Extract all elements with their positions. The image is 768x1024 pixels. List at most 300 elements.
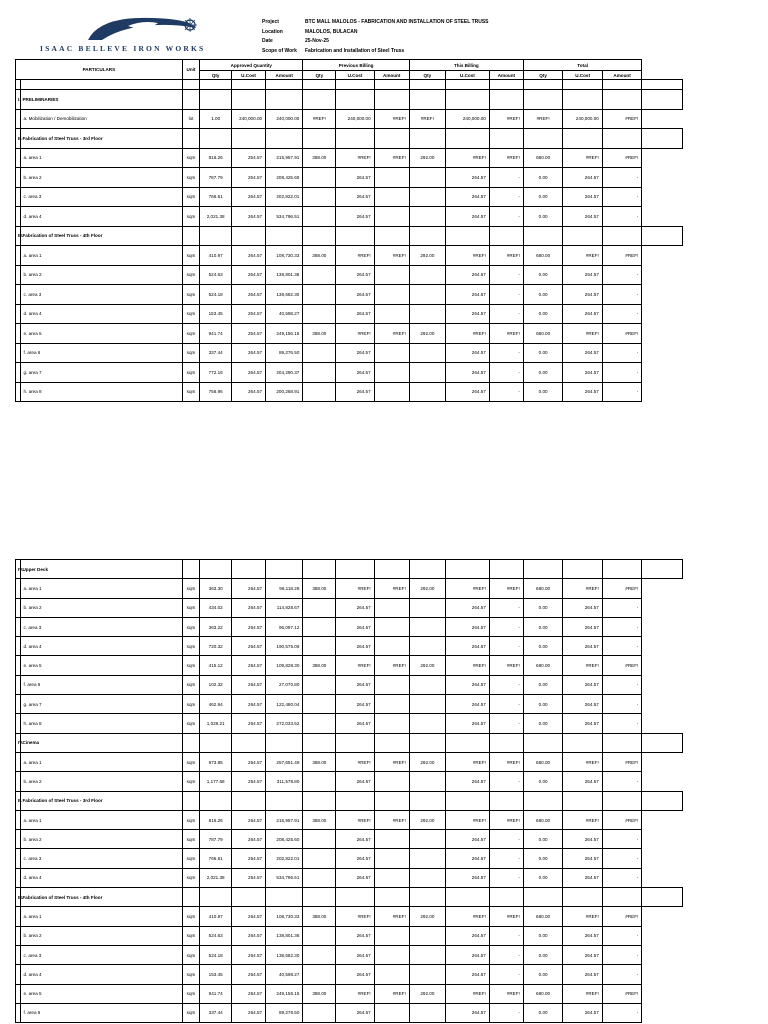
amount-cell: #REF! <box>602 246 641 266</box>
subcolumn-header: Qty <box>523 71 562 80</box>
empty-cell <box>266 226 303 246</box>
group-header: Approved Quantity <box>200 60 303 71</box>
amount-cell <box>303 637 336 656</box>
amount-cell: - <box>489 617 523 636</box>
amount-cell: 264.57 <box>563 304 602 324</box>
amount-cell: - <box>489 187 523 207</box>
amount-cell: 264.57 <box>232 285 266 305</box>
billing-table-page-2 <box>15 559 683 1023</box>
amount-cell: 264.57 <box>563 598 602 617</box>
amount-cell: - <box>489 830 523 849</box>
amount-cell: 208,425.60 <box>266 830 303 849</box>
amount-cell <box>303 965 336 984</box>
amount-cell: - <box>602 617 641 636</box>
amount-cell: - <box>602 714 641 733</box>
empty-cell <box>523 791 562 810</box>
item-unit: sqm <box>182 945 200 964</box>
amount-cell: 388.00 <box>303 148 336 168</box>
amount-cell: - <box>489 363 523 383</box>
empty-cell <box>563 129 602 149</box>
amount-cell: - <box>602 343 641 363</box>
subcolumn-header: U.Cost <box>563 71 602 80</box>
empty-cell <box>489 733 523 752</box>
amount-cell: #REF! <box>336 984 374 1003</box>
line-item-row <box>16 656 683 675</box>
item-unit: sqm <box>182 637 200 656</box>
empty-cell <box>489 226 523 246</box>
amount-cell: 766.61 <box>200 187 232 207</box>
amount-cell <box>409 675 445 694</box>
item-label: a. area 1 <box>21 810 182 829</box>
item-label: a. area 1 <box>21 579 182 598</box>
amount-cell: #REF! <box>602 907 641 926</box>
item-unit: sqm <box>182 382 200 402</box>
amount-cell: #REF! <box>489 246 523 266</box>
amount-cell: 264.57 <box>445 343 489 363</box>
amount-cell: 787.79 <box>200 168 232 188</box>
line-item-row <box>16 810 683 829</box>
amount-cell: 524.63 <box>200 265 232 285</box>
item-label: a. area 1 <box>21 246 182 266</box>
amount-cell: #REF! <box>445 810 489 829</box>
amount-cell: #REF! <box>336 907 374 926</box>
amount-cell: #REF! <box>445 752 489 771</box>
amount-cell: 680.00 <box>523 324 562 344</box>
amount-cell: - <box>602 265 641 285</box>
amount-cell: 292.00 <box>409 656 445 675</box>
empty-cell <box>200 791 232 810</box>
line-item-row <box>16 363 683 383</box>
empty-cell <box>409 733 445 752</box>
amount-cell: - <box>489 304 523 324</box>
amount-cell <box>409 617 445 636</box>
project-info-row <box>262 47 489 57</box>
amount-cell: 109,828.30 <box>266 656 303 675</box>
amount-cell: 264.57 <box>232 772 266 791</box>
project-info-row <box>262 28 489 38</box>
project-info-value: BTC MALL MALOLOS - FABRICATION AND INSTALLATION OF STEEL TRUSS <box>305 19 489 25</box>
amount-cell: 264.57 <box>336 598 374 617</box>
line-item-row <box>16 324 683 344</box>
amount-cell: - <box>489 207 523 227</box>
item-unit: sqm <box>182 965 200 984</box>
amount-cell: #REF! <box>303 109 336 129</box>
amount-cell: 264.57 <box>563 285 602 305</box>
amount-cell: 264.57 <box>336 187 374 207</box>
amount-cell: 264.57 <box>445 849 489 868</box>
amount-cell: #REF! <box>336 752 374 771</box>
amount-cell <box>409 1003 445 1022</box>
item-unit: sqm <box>182 849 200 868</box>
amount-cell: 337.44 <box>200 1003 232 1022</box>
amount-cell: 1,177.68 <box>200 772 232 791</box>
amount-cell: #REF! <box>336 579 374 598</box>
empty-cell <box>602 226 641 246</box>
amount-cell: 292.00 <box>409 579 445 598</box>
amount-cell: #REF! <box>374 656 409 675</box>
project-info-row <box>262 37 489 47</box>
amount-cell: 292.00 <box>409 907 445 926</box>
amount-cell <box>374 675 409 694</box>
line-item-row <box>16 304 683 324</box>
amount-cell: 816.26 <box>200 810 232 829</box>
subcolumn-header: Qty <box>303 71 336 80</box>
amount-cell <box>409 695 445 714</box>
amount-cell: 292.00 <box>409 984 445 1003</box>
amount-cell: 264.57 <box>445 965 489 984</box>
amount-cell: #REF! <box>445 907 489 926</box>
item-unit: sqm <box>182 984 200 1003</box>
amount-cell: 388.00 <box>303 246 336 266</box>
amount-cell: 215,957.91 <box>266 810 303 829</box>
amount-cell: 0.00 <box>523 849 562 868</box>
amount-cell: 772.16 <box>200 363 232 383</box>
item-label: c. area 3 <box>21 617 182 636</box>
amount-cell <box>409 598 445 617</box>
amount-cell: 0.00 <box>523 343 562 363</box>
section-row <box>16 129 683 149</box>
line-item-row <box>16 1003 683 1022</box>
item-unit: sqm <box>182 285 200 305</box>
item-unit: sqm <box>182 207 200 227</box>
section-number: I. <box>16 90 21 110</box>
item-unit: sqm <box>182 675 200 694</box>
amount-cell: #REF! <box>602 984 641 1003</box>
amount-cell: 0.00 <box>523 598 562 617</box>
empty-cell <box>336 733 374 752</box>
amount-cell: #REF! <box>409 109 445 129</box>
amount-cell <box>303 714 336 733</box>
amount-cell: 415.12 <box>200 656 232 675</box>
item-label: b. area 2 <box>21 926 182 945</box>
empty-cell <box>182 791 200 810</box>
empty-cell <box>642 888 683 907</box>
item-label: e. area 5 <box>21 984 182 1003</box>
amount-cell: 264.57 <box>232 675 266 694</box>
item-label: a. area 1 <box>21 148 182 168</box>
item-unit: sqm <box>182 168 200 188</box>
empty-cell <box>182 733 200 752</box>
empty-cell <box>336 129 374 149</box>
amount-cell: 0.00 <box>523 965 562 984</box>
amount-cell: - <box>602 285 641 305</box>
amount-cell: 40,598.27 <box>266 304 303 324</box>
amount-cell <box>303 1003 336 1022</box>
amount-cell: #REF! <box>374 579 409 598</box>
amount-cell: - <box>489 965 523 984</box>
item-label: b. area 2 <box>21 598 182 617</box>
amount-cell: 264.57 <box>232 343 266 363</box>
item-label: b. area 2 <box>21 168 182 188</box>
empty-cell <box>182 888 200 907</box>
amount-cell: 388.00 <box>303 907 336 926</box>
item-unit: sqm <box>182 868 200 887</box>
item-unit: lot <box>182 109 200 129</box>
group-header: This Billing <box>409 60 523 71</box>
amount-cell: 264.57 <box>445 926 489 945</box>
line-item-row <box>16 148 683 168</box>
amount-cell: 264.57 <box>563 695 602 714</box>
amount-cell: 190,575.06 <box>266 637 303 656</box>
amount-cell: - <box>602 849 641 868</box>
amount-cell: 264.57 <box>445 945 489 964</box>
empty-cell <box>523 888 562 907</box>
item-unit: sqm <box>182 187 200 207</box>
amount-cell <box>303 343 336 363</box>
amount-cell: 787.79 <box>200 830 232 849</box>
amount-cell: 680.00 <box>523 246 562 266</box>
amount-cell: 524.18 <box>200 285 232 305</box>
amount-cell: #REF! <box>563 984 602 1003</box>
line-item-row <box>16 109 683 129</box>
section-number: IV. <box>16 733 21 752</box>
amount-cell: 240,000.00 <box>445 109 489 129</box>
empty-cell <box>266 560 303 579</box>
amount-cell: 1,028.21 <box>200 714 232 733</box>
amount-cell <box>409 187 445 207</box>
amount-cell: 363.30 <box>200 579 232 598</box>
empty-cell <box>266 80 303 90</box>
empty-cell <box>489 90 523 110</box>
amount-cell <box>409 926 445 945</box>
amount-cell <box>374 304 409 324</box>
amount-cell: #REF! <box>374 984 409 1003</box>
amount-cell: #REF! <box>336 148 374 168</box>
empty-cell <box>523 560 562 579</box>
amount-cell <box>409 207 445 227</box>
amount-cell: 153.45 <box>200 965 232 984</box>
amount-cell: 264.57 <box>563 265 602 285</box>
amount-cell: 102.32 <box>200 675 232 694</box>
empty-cell <box>266 733 303 752</box>
amount-cell: 410.97 <box>200 907 232 926</box>
item-unit: sqm <box>182 579 200 598</box>
amount-cell: #REF! <box>445 324 489 344</box>
amount-cell: #REF! <box>336 810 374 829</box>
amount-cell: 388.00 <box>303 752 336 771</box>
amount-cell: 0.00 <box>523 868 562 887</box>
amount-cell <box>303 382 336 402</box>
section-title: Fabrication of Steel Truss - 3rd Floor <box>21 129 182 149</box>
amount-cell: 264.57 <box>563 772 602 791</box>
amount-cell: - <box>602 363 641 383</box>
amount-cell: 264.57 <box>336 945 374 964</box>
group-header: Total <box>523 60 641 71</box>
item-unit: sqm <box>182 598 200 617</box>
amount-cell: 264.57 <box>563 168 602 188</box>
header-row-groups <box>16 60 683 71</box>
empty-cell <box>523 733 562 752</box>
amount-cell: #REF! <box>445 246 489 266</box>
amount-cell: 202,822.01 <box>266 849 303 868</box>
amount-cell: 264.57 <box>232 1003 266 1022</box>
empty-cell <box>200 733 232 752</box>
item-unit: sqm <box>182 810 200 829</box>
line-item-row <box>16 752 683 771</box>
amount-cell: 264.57 <box>445 598 489 617</box>
amount-cell: #REF! <box>336 246 374 266</box>
amount-cell: 434.02 <box>200 598 232 617</box>
amount-cell: - <box>489 695 523 714</box>
amount-cell: 264.57 <box>563 945 602 964</box>
amount-cell: - <box>602 637 641 656</box>
section-number: IV. <box>16 560 21 579</box>
amount-cell <box>374 617 409 636</box>
amount-cell: 264.57 <box>232 637 266 656</box>
amount-cell: #REF! <box>563 656 602 675</box>
amount-cell <box>409 830 445 849</box>
empty-cell <box>303 733 336 752</box>
amount-cell: 264.57 <box>445 168 489 188</box>
amount-cell: #REF! <box>336 656 374 675</box>
empty-cell <box>232 560 266 579</box>
amount-cell: #REF! <box>489 984 523 1003</box>
empty-cell <box>523 129 562 149</box>
empty-cell <box>374 80 409 90</box>
item-label: d. area 4 <box>21 637 182 656</box>
amount-cell: 0.00 <box>523 772 562 791</box>
section-number: III. <box>16 888 21 907</box>
empty-cell <box>232 90 266 110</box>
amount-cell: 0.00 <box>523 714 562 733</box>
project-info-row <box>262 18 489 28</box>
empty-cell <box>182 226 200 246</box>
amount-cell <box>409 343 445 363</box>
empty-cell <box>523 90 562 110</box>
item-label: c. area 3 <box>21 945 182 964</box>
empty-cell <box>232 733 266 752</box>
amount-cell: - <box>602 1003 641 1022</box>
amount-cell: 337.44 <box>200 343 232 363</box>
amount-cell: 264.57 <box>445 714 489 733</box>
amount-cell <box>303 830 336 849</box>
amount-cell: 264.57 <box>563 363 602 383</box>
amount-cell: 264.57 <box>563 382 602 402</box>
amount-cell: #REF! <box>563 907 602 926</box>
amount-cell: 264.57 <box>336 1003 374 1022</box>
empty-cell <box>489 560 523 579</box>
amount-cell: - <box>489 945 523 964</box>
project-info-key: Project <box>262 19 279 25</box>
amount-cell: #REF! <box>523 109 562 129</box>
empty-cell <box>303 888 336 907</box>
amount-cell: 200,268.91 <box>266 382 303 402</box>
item-unit: sqm <box>182 148 200 168</box>
project-info-value: MALOLOS, BULACAN <box>305 28 358 35</box>
amount-cell <box>374 187 409 207</box>
empty-cell <box>266 90 303 110</box>
amount-cell: 114,828.67 <box>266 598 303 617</box>
amount-cell: 264.57 <box>336 849 374 868</box>
empty-cell <box>374 560 409 579</box>
amount-cell: #REF! <box>489 810 523 829</box>
item-label: c. area 3 <box>21 187 182 207</box>
amount-cell: 264.57 <box>336 868 374 887</box>
amount-cell: #REF! <box>374 246 409 266</box>
amount-cell: 941.74 <box>200 324 232 344</box>
amount-cell: 264.57 <box>232 148 266 168</box>
item-label: b. area 2 <box>21 772 182 791</box>
item-label: e. area 5 <box>21 656 182 675</box>
line-item-row <box>16 168 683 188</box>
amount-cell: #REF! <box>563 810 602 829</box>
amount-cell: - <box>489 285 523 305</box>
amount-cell: 264.57 <box>445 637 489 656</box>
amount-cell: 264.57 <box>232 695 266 714</box>
amount-cell: 292.00 <box>409 148 445 168</box>
line-item-row <box>16 187 683 207</box>
empty-cell <box>602 80 641 90</box>
empty-cell <box>563 791 602 810</box>
amount-cell <box>409 772 445 791</box>
item-unit: sqm <box>182 617 200 636</box>
amount-cell: 388.00 <box>303 579 336 598</box>
amount-cell: 240,000.00 <box>266 109 303 129</box>
amount-cell: 264.57 <box>336 265 374 285</box>
amount-cell: 292.00 <box>409 324 445 344</box>
amount-cell: 264.57 <box>336 304 374 324</box>
amount-cell: #REF! <box>445 984 489 1003</box>
empty-cell <box>336 560 374 579</box>
amount-cell: #REF! <box>445 656 489 675</box>
amount-cell: 680.00 <box>523 656 562 675</box>
section-row <box>16 733 683 752</box>
amount-cell: - <box>602 382 641 402</box>
amount-cell: #REF! <box>489 109 523 129</box>
amount-cell: 272,033.52 <box>266 714 303 733</box>
empty-cell <box>21 80 182 90</box>
amount-cell: 89,276.50 <box>266 1003 303 1022</box>
amount-cell: - <box>602 945 641 964</box>
amount-cell: #REF! <box>336 324 374 344</box>
section-number: II. <box>16 129 21 149</box>
amount-cell <box>303 617 336 636</box>
amount-cell: 0.00 <box>523 695 562 714</box>
amount-cell: - <box>602 965 641 984</box>
amount-cell: 264.57 <box>563 926 602 945</box>
empty-cell <box>303 80 336 90</box>
amount-cell: 292.00 <box>409 246 445 266</box>
item-unit: sqm <box>182 830 200 849</box>
amount-cell <box>303 265 336 285</box>
item-unit: sqm <box>182 246 200 266</box>
amount-cell: - <box>489 849 523 868</box>
empty-cell <box>374 129 409 149</box>
amount-cell: 108,730.33 <box>266 246 303 266</box>
amount-cell: - <box>489 637 523 656</box>
amount-cell: 410.97 <box>200 246 232 266</box>
empty-cell <box>374 226 409 246</box>
amount-cell: #REF! <box>602 656 641 675</box>
item-label: a. area 1 <box>21 752 182 771</box>
empty-cell <box>642 226 683 246</box>
empty-cell <box>489 80 523 90</box>
amount-cell: 264.57 <box>336 926 374 945</box>
amount-cell: 264.57 <box>336 207 374 227</box>
item-label: d. area 4 <box>21 868 182 887</box>
section-number: II. <box>16 791 21 810</box>
subcolumn-header: U.Cost <box>445 71 489 80</box>
amount-cell <box>303 868 336 887</box>
amount-cell: 0.00 <box>523 1003 562 1022</box>
empty-cell <box>563 888 602 907</box>
amount-cell <box>409 637 445 656</box>
item-unit: sqm <box>182 324 200 344</box>
amount-cell: 524.63 <box>200 926 232 945</box>
line-item-row <box>16 849 683 868</box>
amount-cell: - <box>489 1003 523 1022</box>
amount-cell: 264.57 <box>445 207 489 227</box>
